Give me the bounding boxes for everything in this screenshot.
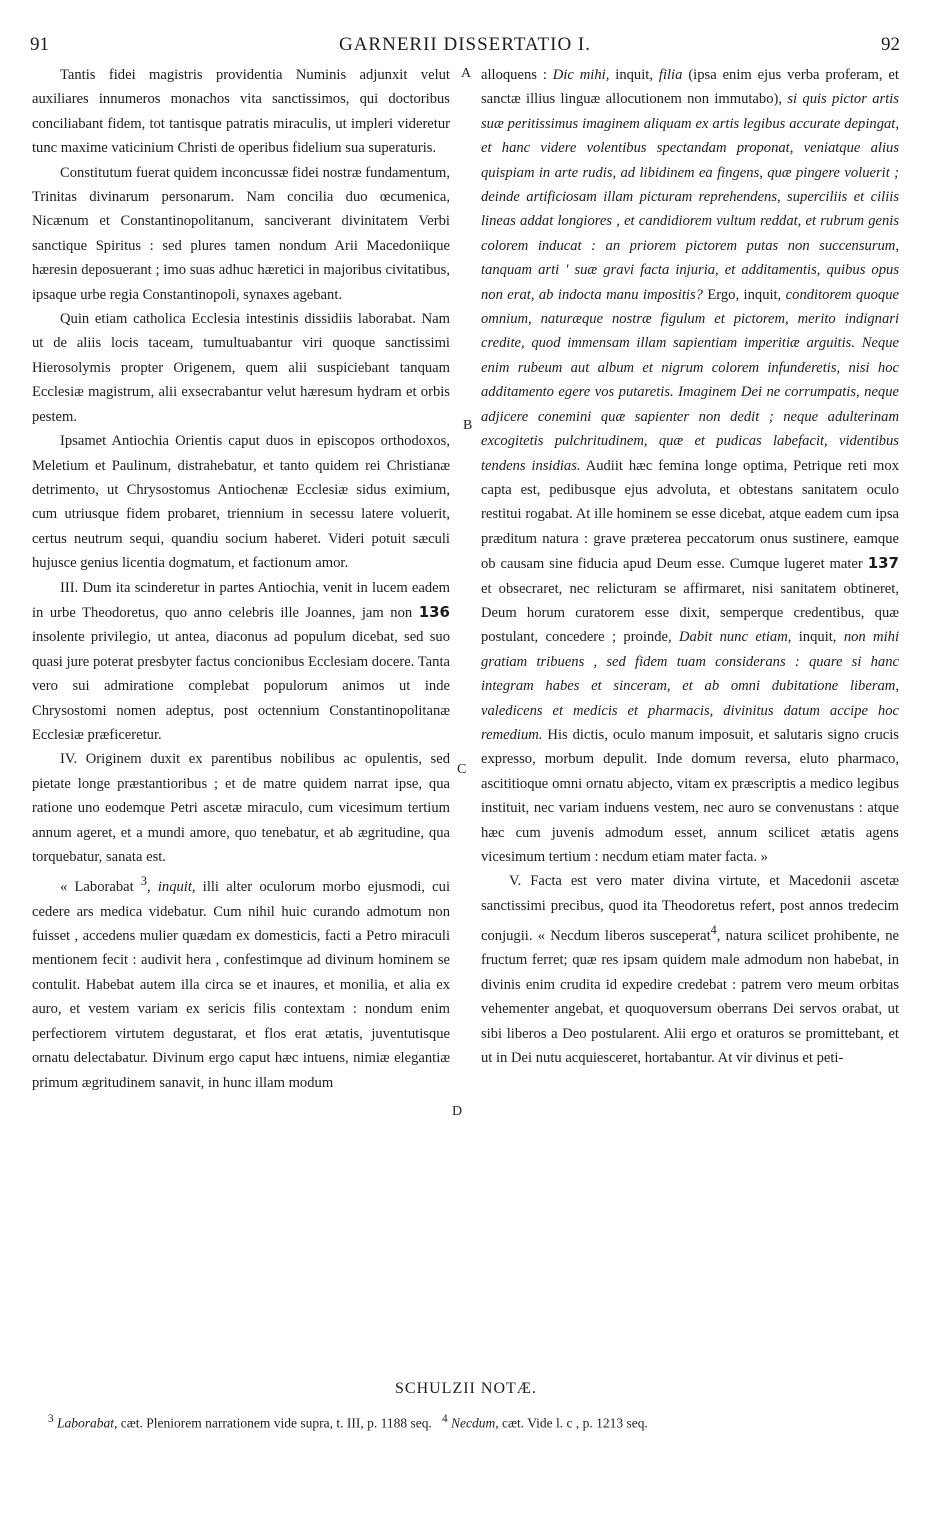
running-title: GARNERII DISSERTATIO I.	[338, 34, 592, 55]
text-run: Ergo,	[707, 286, 740, 303]
text-run: et obsecraret, nec relicturam se affirmaret, nisi sanitatem obtineret, Deum horum curatorem esse dixit, semperque credentibus, quæ postulant, concedere ; proinde,	[481, 580, 899, 646]
page-header	[30, 34, 900, 62]
text-run: V. Facta est vero mater divina virtute, et Macedonii ascetæ sanctissimi precibus, quod ita Theodoretus refert, post annos tredecim conjugii. « Necdum liberos susceperat	[481, 873, 899, 945]
text-run: « Laborabat	[60, 879, 134, 896]
footnote-lemma: Necdum,	[450, 1415, 499, 1431]
text-run: insolente privilegio, ut antea, diaconus ad populum dicebat, sed suo quasi jure poterat presbyter factus concionibus Ecclesiam docere. Tanta vero sui admiratione complebat populorum animos ut inde Chrysostomi nomen adeptus, post octennium Constantinopolitanæ Ecclesiæ præficeretur.	[32, 629, 450, 743]
text-run-italic: filia	[658, 67, 683, 83]
footnote-text: cæt. Pleniorem narrationem vide supra, t. III, p. 1188 seq.	[120, 1415, 432, 1431]
page-number-left: 91	[30, 34, 49, 55]
paragraph-section-iv: IV. Originem duxit ex parentibus nobilibus ac opulentis, sed pietate longe præstantioribus ; et de matre quidem narrat ipse, qua ratione uno eodemque Petri ascetæ miraculo, cum vicesimum tertium annum ageret, et a mundi amore, quo tenebatur, et ab ægritudine, qua torquebatur, sanata est.	[32, 751, 450, 865]
right-column	[481, 63, 899, 1385]
column-mark-137: 137	[867, 554, 899, 573]
footnote-number: 4	[441, 1413, 448, 1425]
footnote-lemma: Laborabat,	[57, 1415, 118, 1431]
text-run: illi alter oculorum morbo ejusmodi, cui cedere ars medica videbatur. Cum nihil huic curando admotum non fuisset , accedens mulier quædam ex domesticis, facti a Petro miraculi mentionem fecit : audivit hera , confestimque ad divinum hominem se contulit. Habebat autem illa circa se et inaures, et monilia, et alia ex auro, et vestem variam ex sericis filis contextam : nondum enim perfectiorem virtutem degustarat, et flos erat ætatis, juventutisque ornatu delectabatur. Divinum ergo caput hæc intuens, nimiæ elegantiæ primum ægritudinem sanavit, in hunc illam modum	[32, 879, 450, 1091]
column-mark-136: 136	[418, 602, 450, 621]
text-run: inquit,	[615, 67, 653, 83]
paragraph-quote: « Laborabat $^3$, inquit, illi alter oculorum morbo ejusmodi, cui cedere ars medica videbatur. Cum nihil huic curando admotum non fuisset , accedens mulier quædam ex domesticis, facti a Petro miraculi mentionem fecit : audivit hera , confestimque ad divinum hominem se contulit. Habebat autem illa circa se et inaures, et monilia, et alia ex auro, et vestem variam ex sericis filis contextam : nondum enim perfectiorem virtutem degustarat, et flos erat ætatis, juventutisque ornatu delectabatur. Divinum ergo caput hæc intuens, nimiæ elegantiæ primum ægritudinem sanavit, in hunc illam modum	[32, 874, 450, 1091]
notes-title: SCHULZII NOTÆ.	[395, 1380, 537, 1397]
text-run-italic: Dic mihi,	[552, 67, 610, 83]
paragraph: Ipsamet Antiochia Orientis caput duos in episcopos orthodoxos, Meletium et Paulinum, distrahebatur, et tanto quidem rei Christianæ detrimento, ut Chrysostomus Antiochenæ Ecclesiæ sidus eximium, cum utriusque fidem probaret, triennium in secessu latere voluerit, certus neutrum sequi, quandiu socium haberet. Videri potuit sæculi hujusce genius licentia dogmatum, et factionum amor.	[32, 433, 450, 572]
text-run: His dictis, oculo manum imposuit, et salutaris signo crucis expresso, morbum depulit. Inde domum reversa, eluto pharmaco, ascititioque omni ornatu abjecto, vitam ex præscriptis a medico legibus instituit, nec variam induens vestem, nec auro se convenustans : atque hæc cum juvenis admodum esset, annum scilicet ætatis agens vicesimum tertium : necdum etiam mater facta. »	[481, 726, 899, 865]
page-number-right: 92	[881, 34, 900, 55]
text-run-italic: conditorem quoque omnium, naturæque nostræ figulum et pictorem, merito indignari credite, quod immensam illam sapientiam imperitiæ arguitis. Neque enim rubeum aut album et nigrum colorem infunderetis, nisi hoc additamento egere vos putaretis. Imaginem Dei ne corrumpatis, neque adjicere conemini quæ sapienter non dedit ; neque adulterinam excogitetis pulchritudinem, quæ et pudicas labefacit, videntibus tendens insidias.	[481, 286, 899, 474]
text-run-italic: non mihi gratiam tribuens , sed fidem tuam considerans : quare si hanc integram habes et sinceram, et ab omni dubitatione liberam, valedicens et medicis et pharmacis, divinitus datum accipe hoc remedium.	[481, 629, 899, 743]
note-ref-4: 4	[710, 923, 717, 938]
margin-marker-a: A	[461, 66, 472, 81]
text-run: alloquens :	[481, 67, 547, 83]
paragraph: Tantis fidei magistris providentia Numinis adjunxit velut auxiliares innumeros monachos vita sanctissimos, qui doctoribus conciliabant fidem, tot tantisque patratis miraculis, ut impleri videretur tunc maxime vaticinium Christi de operibus fidelium sua superaturis.	[32, 67, 450, 157]
text-run-italic: inquit,	[157, 879, 196, 896]
margin-marker-c: C	[457, 762, 467, 777]
text-run-italic: si quis pictor artis suæ peritissimus imaginem aliquam ex artis legibus accurate depingat, et hanc videre volentibus spectandam proponat, veniatque alius quispiam in arte rudis, ad libidinem ea fingens, quæ pingere voluerit ; deinde artificiosam illam picturam reprehendens, superciliis et ciliis lineas addat longiores , et candidiorem vultum reddat, et rubrum genis colorem inducat : an priorem pictorem putas non succensurum, tanquam arti ' suæ gravi facta injuria, et additamentis, quibus opus non erat, ab indocta manu impositis?	[481, 91, 899, 303]
text-run-italic: Dabit nunc etiam,	[679, 629, 792, 646]
paragraph: Constitutum fuerat quidem inconcussæ fidei nostræ fundamentum, Trinitas divinarum personarum. Nam concilia duo œcumenica, Nicænum et Constantinopolitanum, sanciverant divinitatem Verbi sanctique Spiritus : sed plures tamen nondum Arii Macedoniique hæresin deposuerant ; imo suas adhuc hæretici in majoribus civitatibus, ipsaque urbe regia Constantinopoli, synaxes agebant.	[32, 164, 450, 303]
text-run: inquit,	[743, 286, 782, 303]
margin-marker-d: D	[452, 1104, 463, 1119]
text-run: Audiit hæc femina longe optima, Petrique reti mox capta est, pedibusque ejus advoluta, et obtestans sanitatem oculo restitui rogabat. At ille hominem se esse dicebat, atque eadem cum ipsa præditum natura : grave præterea peccatorum onus sustinere, eamque ob causam sine fiducia apud Deum esse. Cumque lugeret mater	[481, 457, 899, 573]
text-run: inquit,	[798, 629, 837, 646]
footnote-number: 3	[48, 1413, 54, 1425]
footnote	[30, 1410, 900, 1433]
text-run: , natura scilicet prohibente, ne fructum ferret; quæ res ipsam quidem male admodum non habebat, in divinis enim crudita id expedire credebat : patrem vero meum orbitas vehementer angebat, et quoquoversum oberrans Dei servos orabat, ut sibi liberos a Deo postularent. Alii ergo et oraturos se promittebant, et ut in Dei nutu acquiesceret, hortabantur. At vir divinus et peti-	[481, 928, 899, 1067]
footnote-text: cæt. Vide l. c , p. 1213 seq.	[501, 1415, 648, 1431]
paragraph-section-iii	[32, 576, 450, 748]
paragraph-section-v	[481, 869, 899, 1070]
left-column	[32, 63, 450, 1385]
paragraph	[481, 63, 899, 869]
text-run: III. Dum ita scinderetur in partes Antiochia, venit in lucem eadem in urbe Theodoretus, quo anno celebris ille Joannes, jam non	[32, 579, 450, 621]
footnotes	[30, 1410, 900, 1433]
margin-marker-b: B	[463, 418, 473, 433]
paragraph: Quin etiam catholica Ecclesia intestinis dissidiis laborabat. Nam ut de aliis locis taceam, tumultuabantur viri quoque sanctissimi Hierosolymis propter Origenem, quem alii suspiciebant tanquam Ecclesiæ magistrum, alii exsecrabantur velut hæresum hydram et orbis pestem.	[32, 311, 450, 425]
text-run: (ipsa enim ejus verba proferam, et sanctæ illius linguæ allocutionem non immutabo),	[481, 67, 899, 108]
note-ref-3: 3	[140, 874, 147, 889]
